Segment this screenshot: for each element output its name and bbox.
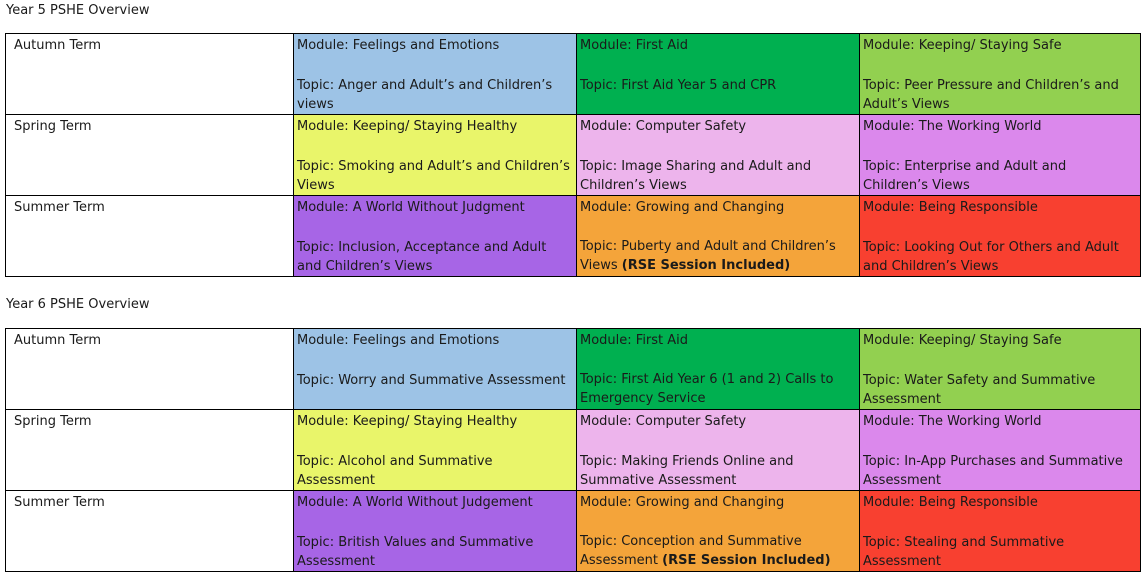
rse-note: (RSE Session Included) — [662, 553, 831, 568]
module-title: Module: Keeping/ Staying Healthy — [297, 414, 518, 429]
module-cell — [294, 196, 577, 277]
module-cell — [860, 491, 1141, 572]
module-title: Module: A World Without Judgment — [297, 200, 525, 215]
module-title: Module: Computer Safety — [580, 119, 747, 134]
module-cell — [577, 491, 860, 572]
topic-text: Topic: Looking Out for Others and Adult and Children’s Views — [863, 240, 1119, 274]
module-cell — [577, 329, 860, 410]
topic-text: Topic: Alcohol and Summative Assessment — [297, 454, 493, 488]
year5-overview-table — [5, 33, 1141, 277]
module-cell — [860, 196, 1141, 277]
module-title: Module: Computer Safety — [580, 414, 747, 429]
term-label: Autumn Term — [6, 329, 294, 410]
topic-text: Topic: Inclusion, Acceptance and Adult and Children’s Views — [297, 240, 547, 274]
topic-text: Topic: Making Friends Online and Summative Assessment — [580, 454, 794, 488]
topic-text: Topic: British Values and Summative Assessment — [297, 535, 534, 569]
module-title: Module: First Aid — [580, 38, 689, 53]
module-cell — [577, 196, 860, 277]
module-cell — [294, 410, 577, 491]
module-title: Module: Keeping/ Staying Safe — [863, 38, 1062, 53]
module-cell — [860, 410, 1141, 491]
topic-body: Topic: Conception and Summative Assessment — [580, 534, 802, 568]
topic-text: Topic: In-App Purchases and Summative Assessment — [863, 454, 1123, 488]
module-cell — [577, 34, 860, 115]
topic-text: Topic: Anger and Adult’s and Children’s views — [297, 78, 553, 112]
topic-body: Topic: Puberty and Adult and Children’s Views — [580, 239, 836, 273]
term-label: Summer Term — [6, 491, 294, 572]
module-cell — [294, 491, 577, 572]
year6-heading: Year 6 PSHE Overview — [6, 297, 150, 312]
module-title: Module: Keeping/ Staying Safe — [863, 333, 1062, 348]
table-row — [6, 115, 1141, 196]
rse-note: (RSE Session Included) — [621, 258, 791, 273]
module-title: Module: Growing and Changing — [580, 495, 785, 510]
topic-text: Topic: Image Sharing and Adult and Children’s Views — [580, 159, 812, 193]
table-row — [6, 196, 1141, 277]
module-title: Module: Being Responsible — [863, 200, 1038, 215]
topic-text: Topic: Water Safety and Summative Assessment — [863, 373, 1096, 407]
module-cell — [860, 329, 1141, 410]
module-cell — [294, 115, 577, 196]
module-title: Module: Being Responsible — [863, 495, 1038, 510]
topic-text: Topic: Worry and Summative Assessment — [297, 373, 566, 388]
topic-text: Topic: Stealing and Summative Assessment — [863, 535, 1065, 569]
year5-heading: Year 5 PSHE Overview — [6, 3, 150, 18]
module-title: Module: The Working World — [863, 119, 1042, 134]
topic-text: Topic: Peer Pressure and Children’s and Adult’s Views — [863, 78, 1119, 112]
module-title: Module: First Aid — [580, 333, 689, 348]
module-title: Module: The Working World — [863, 414, 1042, 429]
module-cell — [860, 115, 1141, 196]
module-cell — [294, 34, 577, 115]
topic-text: Topic: Smoking and Adult’s and Children’s Views — [297, 159, 570, 193]
topic-text: Topic: First Aid Year 6 (1 and 2) Calls to Emergency Service — [580, 372, 834, 406]
module-cell — [294, 329, 577, 410]
term-label: Summer Term — [6, 196, 294, 277]
table-row — [6, 34, 1141, 115]
table-row — [6, 491, 1141, 572]
module-title: Module: Feelings and Emotions — [297, 333, 500, 348]
term-label: Spring Term — [6, 410, 294, 491]
module-title: Module: Growing and Changing — [580, 200, 785, 215]
module-title: Module: Feelings and Emotions — [297, 38, 500, 53]
topic-text: Topic: First Aid Year 5 and CPR — [580, 78, 777, 93]
module-cell — [577, 115, 860, 196]
topic-text — [580, 237, 854, 275]
topic-text — [580, 532, 854, 570]
module-title: Module: A World Without Judgement — [297, 495, 533, 510]
module-title: Module: Keeping/ Staying Healthy — [297, 119, 518, 134]
table-row — [6, 410, 1141, 491]
term-label: Spring Term — [6, 115, 294, 196]
term-label: Autumn Term — [6, 34, 294, 115]
module-cell — [860, 34, 1141, 115]
year6-overview-table — [5, 328, 1141, 572]
module-cell — [577, 410, 860, 491]
table-row — [6, 329, 1141, 410]
topic-text: Topic: Enterprise and Adult and Children’s Views — [863, 159, 1067, 193]
